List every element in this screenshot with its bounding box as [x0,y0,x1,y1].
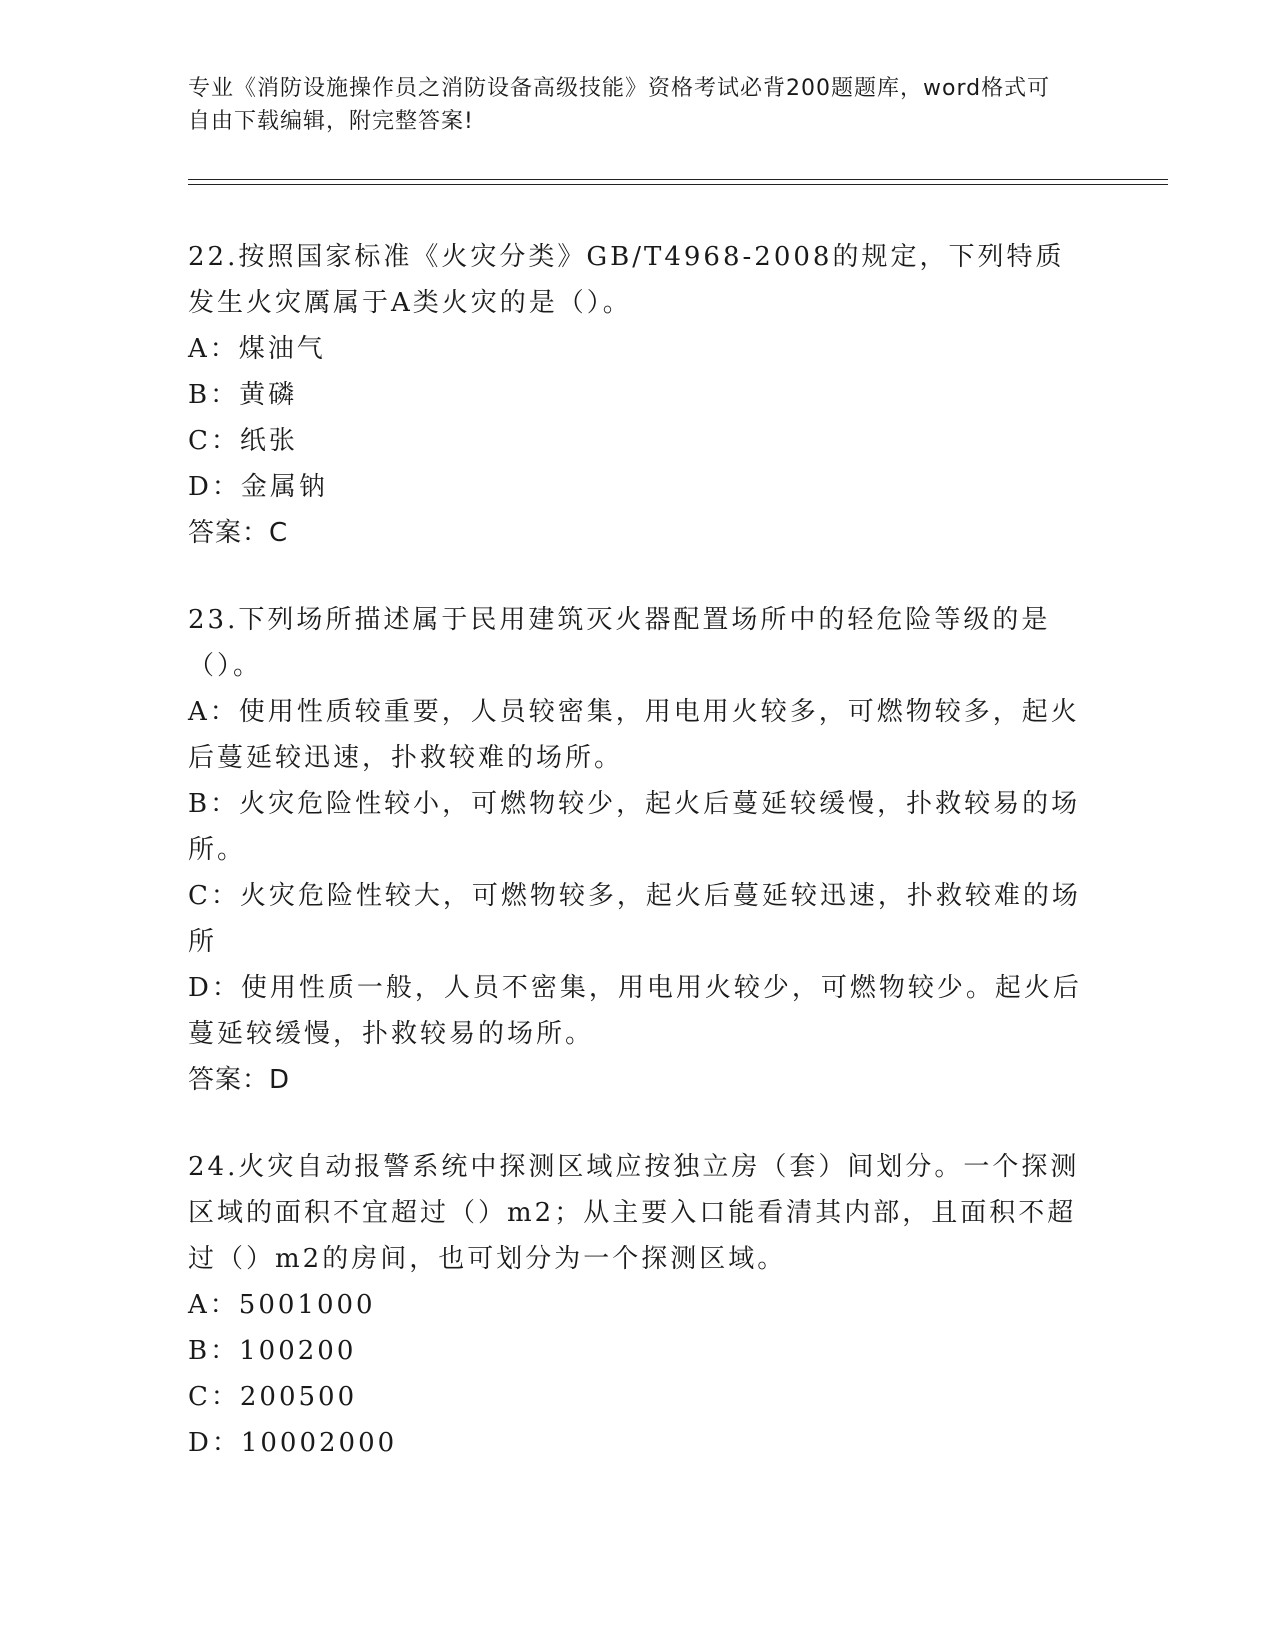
answer-line: 答案：C [188,518,289,548]
option-b: B：火灾危险性较小，可燃物较少，起火后蔓延较缓慢，扑救较易的场所。 [188,789,1081,865]
option-d: D：使用性质一般，人员不密集，用电用火较少，可燃物较少。起火后蔓延较缓慢，扑救较易的场所。 [188,973,1082,1049]
option-a: A：使用性质较重要，人员较密集，用电用火较多，可燃物较多，起火后蔓延较迅速，扑救较难的场所。 [188,697,1080,773]
option-c: C：火灾危险性较大，可燃物较多，起火后蔓延较迅速，扑救较难的场所 [188,881,1081,957]
header-divider-bottom [188,184,1168,185]
question-24 [188,1144,1088,1466]
question-stem: 22.按照国家标准《火灾分类》GB/T4968-2008的规定，下列特质发生火灾厲属于A类火灾的是（）。 [188,242,1065,318]
question-stem: 23.下列场所描述属于民用建筑灭火器配置场所中的轻危险等级的是（）。 [188,605,1051,681]
option-a: A：煤油气 [188,334,326,364]
question-list [188,234,1088,1507]
question-stem: 24.火灾自动报警系统中探测区域应按独立房（套）间划分。一个探测区域的面积不宜超过（）m2；从主要入口能看清其内部，且面积不超过（）m2的房间，也可划分为一个探测区域。 [188,1152,1080,1274]
option-c: C：纸张 [188,426,298,456]
document-header: 专业《消防设施操作员之消防设备高级技能》资格考试必背200题题库，word格式可自由下载编辑，附完整答案! [188,76,1051,134]
answer-line: 答案：D [188,1065,291,1095]
option-a: A：5001000 [188,1290,376,1320]
question-22 [188,234,1088,556]
header-divider-top [188,179,1168,180]
option-b: B：100200 [188,1336,357,1366]
option-d: D：金属钠 [188,472,328,502]
option-d: D：10002000 [188,1428,398,1458]
question-23 [188,597,1088,1103]
option-c: C：200500 [188,1382,358,1412]
option-b: B：黄磷 [188,380,298,410]
